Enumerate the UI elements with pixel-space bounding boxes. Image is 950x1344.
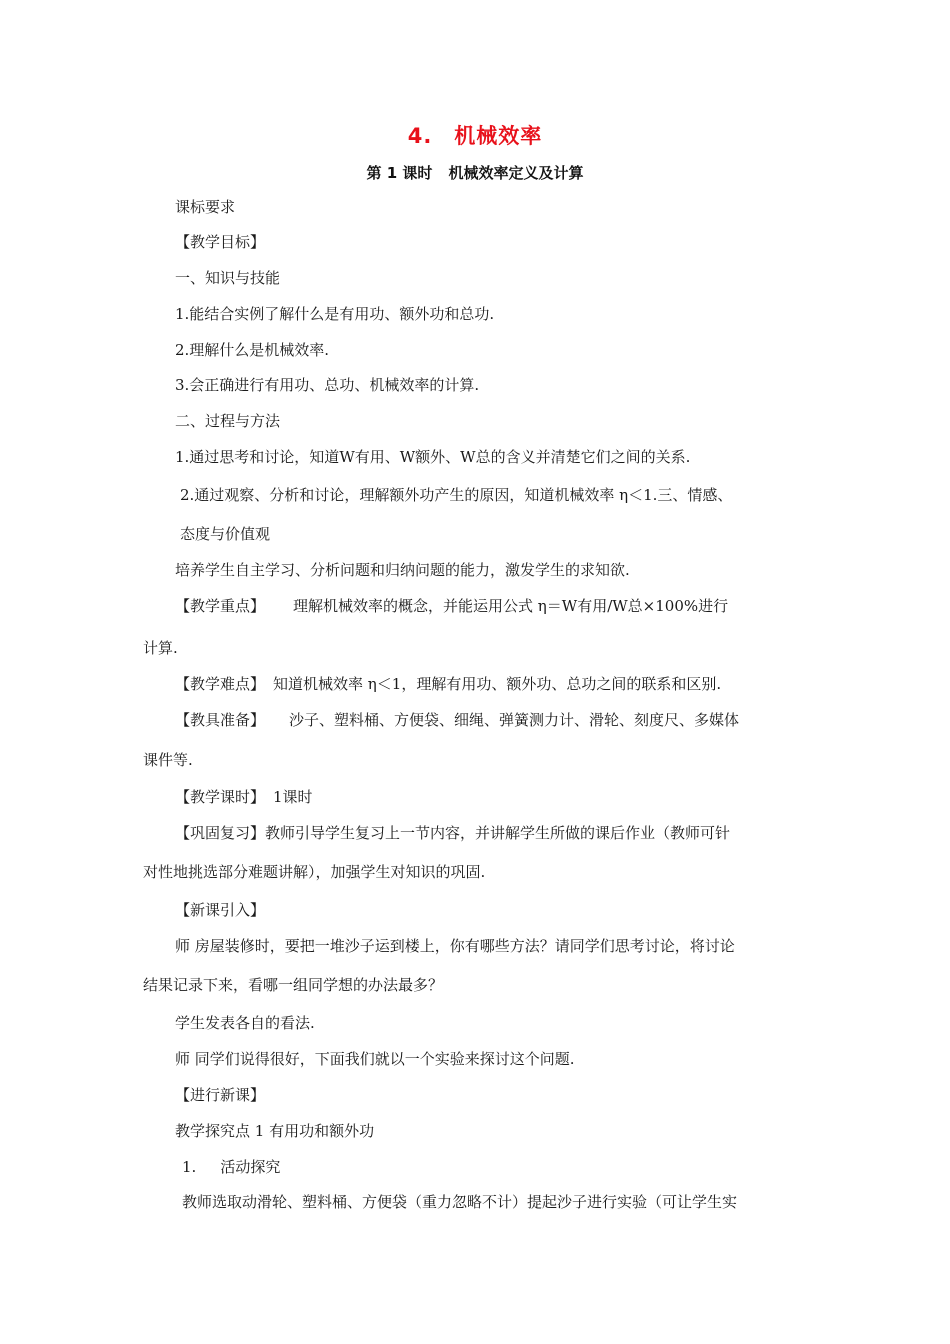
objectives-heading: 【教学目标】	[175, 233, 266, 251]
objective-item: 3.会正确进行有用功、总功、机械效率的计算.	[175, 376, 480, 394]
difficulty	[175, 674, 721, 694]
lesson-topic: 机械效率定义及计算	[448, 164, 584, 182]
class-hours	[175, 787, 313, 807]
review-continued: 对性地挑选部分难题讲解），加强学生对知识的巩固.	[143, 863, 486, 881]
lesson-number: 第 1 课时	[366, 164, 433, 182]
key-point-label: 【教学重点】	[175, 597, 266, 615]
class-hours-text: 1课时	[273, 788, 313, 806]
title-number: 4.	[407, 124, 433, 148]
difficulty-text: 知道机械效率 η＜1，理解有用功、额外功、总功之间的联系和区别.	[273, 675, 722, 693]
objective-item: 1.能结合实例了解什么是有用功、额外功和总功.	[175, 305, 495, 323]
process-heading: 二、过程与方法	[175, 412, 281, 430]
page-title	[0, 120, 950, 150]
equipment-continued: 课件等.	[143, 751, 193, 769]
equipment	[175, 710, 739, 730]
intro-teacher: 师 同学们说得很好，下面我们就以一个实验来探讨这个问题.	[175, 1050, 575, 1068]
class-hours-label: 【教学课时】	[175, 788, 266, 806]
process-item: 1.通过思考和讨论，知道W有用、W额外、W总的含义并清楚它们之间的关系.	[175, 448, 691, 466]
curriculum-heading: 课标要求	[175, 198, 236, 216]
attitude-heading: 态度与价值观	[180, 525, 271, 543]
review: 【巩固复习】教师引导学生复习上一节内容，并讲解学生所做的课后作业（教师可针	[175, 824, 731, 842]
activity-number: 1.	[182, 1158, 197, 1176]
new-lesson-heading: 【进行新课】	[175, 1086, 266, 1104]
equipment-label: 【教具准备】	[175, 711, 266, 729]
key-point-continued: 计算.	[143, 639, 178, 657]
key-point-text: 理解机械效率的概念，并能运用公式 η＝W有用/W总×100%进行	[293, 597, 729, 615]
equipment-text: 沙子、塑料桶、方便袋、细绳、弹簧测力计、滑轮、刻度尺、多媒体	[289, 711, 740, 729]
inquiry-point: 教学探究点 1 有用功和额外功	[175, 1122, 375, 1140]
intro-paragraph: 师 房屋装修时，要把一堆沙子运到楼上，你有哪些方法？请同学们思考讨论，将讨论	[175, 937, 735, 955]
attitude-text: 培养学生自主学习、分析问题和归纳问题的能力，激发学生的求知欲.	[175, 561, 630, 579]
process-item: 2.通过观察、分析和讨论，理解额外功产生的原因，知道机械效率 η＜1.三、情感、	[180, 486, 733, 504]
activity-text: 活动探究	[220, 1158, 281, 1176]
intro-paragraph-continued: 结果记录下来，看哪一组同学想的办法最多？	[143, 976, 444, 994]
activity-description: 教师选取动滑轮、塑料桶、方便袋（重力忽略不计）提起沙子进行实验（可让学生实	[182, 1193, 738, 1211]
objective-item: 2.理解什么是机械效率.	[175, 341, 330, 359]
intro-heading: 【新课引入】	[175, 901, 266, 919]
activity-heading	[182, 1157, 280, 1177]
intro-students: 学生发表各自的看法.	[175, 1014, 315, 1032]
title-text: 机械效率	[454, 124, 543, 148]
lesson-subtitle	[0, 162, 950, 183]
difficulty-label: 【教学难点】	[175, 675, 266, 693]
knowledge-heading: 一、知识与技能	[175, 269, 281, 287]
key-point	[175, 596, 728, 616]
